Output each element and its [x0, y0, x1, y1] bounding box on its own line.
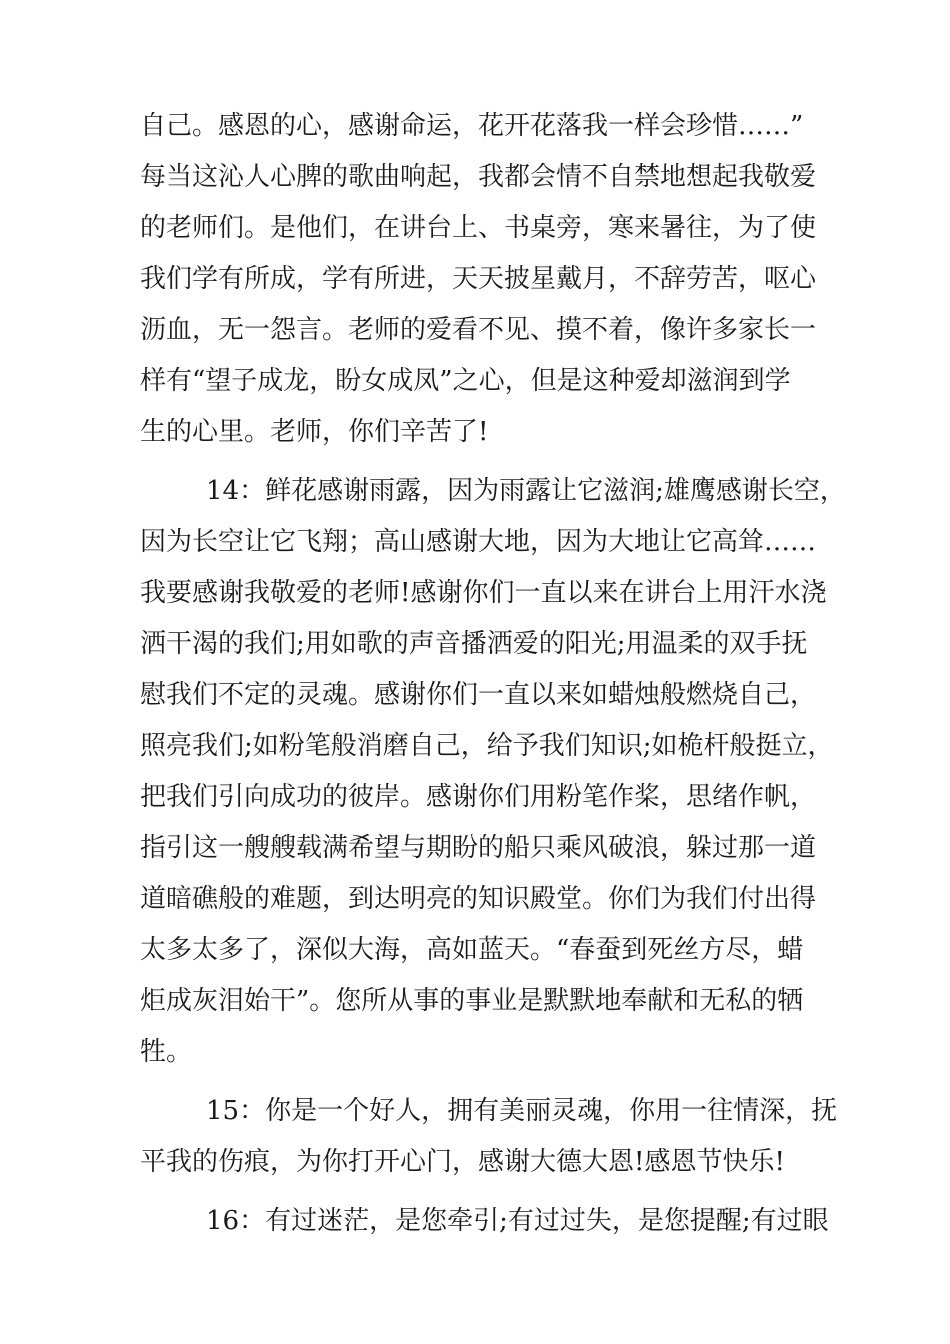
- document-body: [140, 101, 846, 1247]
- text-line: 的老师们。是他们，在讲台上、书桌旁，寒来暑往，为了使: [140, 213, 817, 243]
- text-line: 牲。: [140, 1037, 193, 1067]
- text-line: 道暗礁般的难题，到达明亮的知识殿堂。你们为我们付出得: [140, 884, 817, 914]
- paragraph-14: [140, 466, 846, 1078]
- text-line: 我们学有所成，学有所进，天天披星戴月，不辞劳苦，呕心: [140, 264, 817, 294]
- text-line: 沥血，无一怨言。老师的爱看不见、摸不着，像许多家长一: [140, 315, 817, 345]
- text-line: 16：有过迷茫，是您牵引;有过过失，是您提醒;有过眼: [206, 1206, 829, 1236]
- text-line: 把我们引向成功的彼岸。感谢你们用粉笔作桨，思绪作帆，: [140, 782, 817, 812]
- text-line: 慰我们不定的灵魂。感谢你们一直以来如蜡烛般燃烧自己，: [140, 680, 817, 710]
- paragraph-continuation: [140, 101, 830, 458]
- paragraph-15: [140, 1086, 838, 1188]
- paragraph-gap: [140, 1078, 830, 1086]
- text-line: 15：你是一个好人，拥有美丽灵魂，你用一往情深，抚: [206, 1096, 838, 1126]
- text-line: 指引这一艘艘载满希望与期盼的船只乘风破浪，躲过那一道: [140, 833, 817, 863]
- text-line: 生的心里。老师，你们辛苦了!: [140, 417, 489, 447]
- text-line: 炬成灰泪始干”。您所从事的事业是默默地奉献和无私的牺: [140, 986, 804, 1016]
- text-line: 因为长空让它飞翔；高山感谢大地，因为大地让它高耸……: [140, 527, 817, 557]
- text-line: 洒干渴的我们;用如歌的声音播洒爱的阳光;用温柔的双手抚: [140, 629, 808, 659]
- text-line: 每当这沁人心脾的歌曲响起，我都会情不自禁地想起我敬爱: [140, 162, 817, 192]
- paragraph-gap: [140, 1188, 830, 1196]
- text-line: 样有“望子成龙，盼女成凤”之心，但是这种爱却滋润到学: [140, 366, 791, 396]
- paragraph-16: [140, 1196, 830, 1247]
- text-line: 平我的伤痕，为你打开心门，感谢大德大恩!感恩节快乐!: [140, 1147, 785, 1177]
- text-line: 14：鲜花感谢雨露，因为雨露让它滋润;雄鹰感谢长空，: [206, 476, 846, 506]
- text-line: 照亮我们;如粉笔般消磨自己，给予我们知识;如桅杆般挺立，: [140, 731, 834, 761]
- text-line: 太多太多了，深似大海，高如蓝天。“春蚕到死丝方尽，蜡: [140, 935, 804, 965]
- text-line: 自己。感恩的心，感谢命运，花开花落我一样会珍惜……”: [140, 111, 804, 141]
- paragraph-gap: [140, 458, 830, 466]
- text-line: 我要感谢我敬爱的老师!感谢你们一直以来在讲台上用汗水浇: [140, 578, 827, 608]
